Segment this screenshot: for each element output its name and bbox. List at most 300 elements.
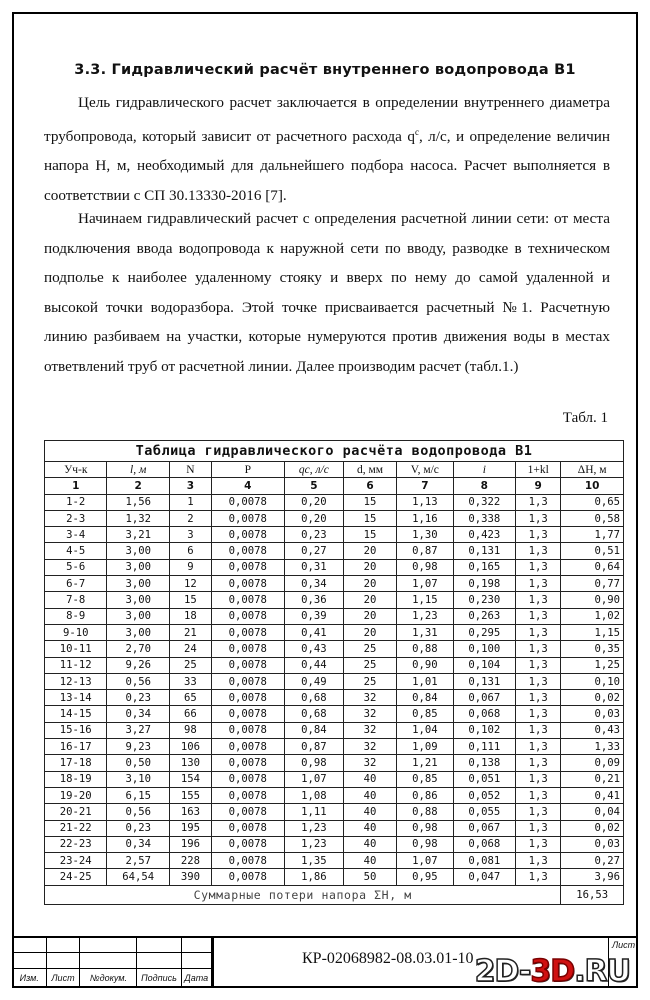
table-cell: 40 [344, 853, 397, 869]
table-cell: 0,068 [453, 706, 515, 722]
table-row [45, 804, 624, 820]
table-cell: 25 [169, 657, 211, 673]
table-cell: 3,00 [107, 624, 169, 640]
table-cell: 0,23 [107, 820, 169, 836]
table-cell: 0,88 [397, 641, 453, 657]
table-cell: 32 [344, 739, 397, 755]
table-cell: 2-3 [45, 510, 107, 526]
table-cell: 10-11 [45, 641, 107, 657]
table-cell: 0,27 [561, 853, 624, 869]
header-cell: N [169, 462, 211, 478]
table-cell: 64,54 [107, 869, 169, 885]
table-cell: 50 [344, 869, 397, 885]
table-cell: 32 [344, 755, 397, 771]
table-cell: 20 [344, 624, 397, 640]
table-cell: 1,3 [516, 641, 561, 657]
table-cell: 1 [169, 494, 211, 510]
table-cell: 1,3 [516, 690, 561, 706]
stamp-label-list: Лист [46, 969, 80, 988]
table-cell: 1,3 [516, 592, 561, 608]
table-cell: 0,87 [284, 739, 343, 755]
sheet-label: Лист [612, 940, 636, 950]
table-cell: 390 [169, 869, 211, 885]
table-cell: 20 [344, 576, 397, 592]
table-cell: 1,31 [397, 624, 453, 640]
table-row [45, 559, 624, 575]
table-cell: 0,111 [453, 739, 515, 755]
header-number: 10 [561, 478, 624, 494]
header-number-row [45, 478, 624, 494]
table-cell: 0,131 [453, 543, 515, 559]
paragraph-1 [44, 88, 610, 210]
table-cell: 0,0078 [211, 787, 284, 803]
section-heading: 3.3. Гидравлический расчёт внутреннего водопровода В1 [74, 62, 576, 78]
table-row [45, 673, 624, 689]
paragraph-2-text: Начинаем гидравлический расчет с определения расчетной линии сети: от места подключения ввода водопровода к наружной сети по вводу, разводке в техническом подполье к наиболее удаленному стояку и вверх по нему до самой удаленной и высокой точки водоразбора. Этой точке присваивается расчетный №1. Расчетную линию разбиваем на участки, которые нумеруются против движения воды в местах ответвлений труб от расчетной линии. Далее производим расчет (табл.1.) [44, 210, 610, 375]
table-cell: 0,0078 [211, 527, 284, 543]
table-cell: 106 [169, 739, 211, 755]
table-cell: 0,338 [453, 510, 515, 526]
table-cell: 0,56 [107, 673, 169, 689]
table-cell: 0,27 [284, 543, 343, 559]
table-cell: 24-25 [45, 869, 107, 885]
table-cell: 1,3 [516, 559, 561, 575]
table-cell: 7-8 [45, 592, 107, 608]
table-cell: 0,90 [397, 657, 453, 673]
table-row [45, 592, 624, 608]
table-cell: 0,98 [284, 755, 343, 771]
table-cell: 40 [344, 787, 397, 803]
table-cell: 0,138 [453, 755, 515, 771]
table-cell: 1,3 [516, 510, 561, 526]
table-cell: 0,10 [561, 673, 624, 689]
table-cell: 1,15 [397, 592, 453, 608]
table-cell: 0,322 [453, 494, 515, 510]
table-cell: 1-2 [45, 494, 107, 510]
table-cell: 1,07 [397, 576, 453, 592]
table-cell: 1,30 [397, 527, 453, 543]
table-row [45, 494, 624, 510]
table-cell: 1,04 [397, 722, 453, 738]
table-cell: 0,85 [397, 706, 453, 722]
table-cell: 0,131 [453, 673, 515, 689]
table-cell: 32 [344, 690, 397, 706]
header-number: 2 [107, 478, 169, 494]
table-cell: 0,34 [107, 706, 169, 722]
table-cell: 3,27 [107, 722, 169, 738]
table-cell: 1,3 [516, 820, 561, 836]
header-row [45, 462, 624, 478]
table-cell: 0,43 [561, 722, 624, 738]
table-cell: 0,0078 [211, 690, 284, 706]
table-cell: 0,03 [561, 706, 624, 722]
table-cell: 0,98 [397, 820, 453, 836]
title-block-grid [12, 936, 212, 988]
table-cell: 1,08 [284, 787, 343, 803]
table-cell: 0,102 [453, 722, 515, 738]
table-cell: 1,01 [397, 673, 453, 689]
table-cell: 0,0078 [211, 706, 284, 722]
table-cell: 15 [344, 527, 397, 543]
table-cell: 6-7 [45, 576, 107, 592]
table-cell: 0,165 [453, 559, 515, 575]
table-row [45, 820, 624, 836]
stamp-label-sign: Подпись [137, 969, 181, 988]
table-cell: 0,77 [561, 576, 624, 592]
table-cell: 0,20 [284, 494, 343, 510]
table-cell: 1,3 [516, 771, 561, 787]
table-cell: 1,3 [516, 706, 561, 722]
table-cell: 1,3 [516, 657, 561, 673]
table-cell: 0,44 [284, 657, 343, 673]
table-cell: 0,04 [561, 804, 624, 820]
table-cell: 9,26 [107, 657, 169, 673]
table-row [45, 510, 624, 526]
table-cell: 1,07 [284, 771, 343, 787]
header-cell: 1+kl [516, 462, 561, 478]
header-cell: P [211, 462, 284, 478]
table-row [45, 739, 624, 755]
table-cell: 1,07 [397, 853, 453, 869]
table-cell: 0,02 [561, 820, 624, 836]
table-cell: 25 [344, 641, 397, 657]
table-cell: 0,90 [561, 592, 624, 608]
sum-row [45, 885, 624, 904]
table-cell: 0,295 [453, 624, 515, 640]
table-cell: 13-14 [45, 690, 107, 706]
table-cell: 1,3 [516, 853, 561, 869]
header-cell: l, м [107, 462, 169, 478]
table-cell: 3,00 [107, 559, 169, 575]
table-cell: 20-21 [45, 804, 107, 820]
table-cell: 1,3 [516, 543, 561, 559]
table-cell: 1,33 [561, 739, 624, 755]
table-cell: 0,98 [397, 836, 453, 852]
table-cell: 0,423 [453, 527, 515, 543]
table-cell: 33 [169, 673, 211, 689]
table-cell: 98 [169, 722, 211, 738]
table-cell: 0,58 [561, 510, 624, 526]
table-cell: 65 [169, 690, 211, 706]
table-cell: 0,20 [284, 510, 343, 526]
table-cell: 0,84 [284, 722, 343, 738]
table-row [45, 641, 624, 657]
table-cell: 0,104 [453, 657, 515, 673]
table-cell: 0,081 [453, 853, 515, 869]
table-cell: 5-6 [45, 559, 107, 575]
table-cell: 0,0078 [211, 673, 284, 689]
table-row [45, 624, 624, 640]
header-number: 8 [453, 478, 515, 494]
table-cell: 1,3 [516, 869, 561, 885]
table-cell: 0,68 [284, 690, 343, 706]
header-number: 6 [344, 478, 397, 494]
table-cell: 40 [344, 771, 397, 787]
table-cell: 32 [344, 722, 397, 738]
table-cell: 3,10 [107, 771, 169, 787]
header-number: 4 [211, 478, 284, 494]
table-cell: 0,31 [284, 559, 343, 575]
table-cell: 0,98 [397, 559, 453, 575]
table-cell: 0,0078 [211, 869, 284, 885]
table-row [45, 706, 624, 722]
table-row [45, 722, 624, 738]
table-cell: 20 [344, 559, 397, 575]
table-cell: 195 [169, 820, 211, 836]
header-cell: ΔH, м [561, 462, 624, 478]
table-cell: 0,0078 [211, 722, 284, 738]
header-number: 1 [45, 478, 107, 494]
table-cell: 0,0078 [211, 641, 284, 657]
table-cell: 1,3 [516, 722, 561, 738]
table-cell: 3,00 [107, 592, 169, 608]
table-cell: 0,49 [284, 673, 343, 689]
header-number: 9 [516, 478, 561, 494]
table-cell: 1,3 [516, 673, 561, 689]
table-cell: 25 [344, 657, 397, 673]
table-cell: 163 [169, 804, 211, 820]
table-cell: 0,50 [107, 755, 169, 771]
table-cell: 1,56 [107, 494, 169, 510]
table-cell: 40 [344, 804, 397, 820]
table-cell: 1,16 [397, 510, 453, 526]
header-number: 5 [284, 478, 343, 494]
table-row [45, 608, 624, 624]
table-title: Таблица гидравлического расчёта водопровода В1 [45, 441, 624, 462]
table-cell: 1,23 [284, 836, 343, 852]
table-cell: 2,70 [107, 641, 169, 657]
table-cell: 0,067 [453, 690, 515, 706]
table-cell: 1,3 [516, 804, 561, 820]
stamp-label-doc: №докум. [80, 969, 137, 988]
stamp-label-izm: Изм. [13, 969, 47, 988]
table-row [45, 869, 624, 885]
table-cell: 0,0078 [211, 657, 284, 673]
table-cell: 0,0078 [211, 624, 284, 640]
table-cell: 14-15 [45, 706, 107, 722]
table-cell: 0,09 [561, 755, 624, 771]
table-cell: 0,0078 [211, 543, 284, 559]
table-cell: 23-24 [45, 853, 107, 869]
table-cell: 3,21 [107, 527, 169, 543]
table-cell: 3,96 [561, 869, 624, 885]
table-cell: 0,100 [453, 641, 515, 657]
table-cell: 15 [344, 494, 397, 510]
table-cell: 1,3 [516, 576, 561, 592]
sum-value: 16,53 [561, 885, 624, 904]
header-cell: i [453, 462, 515, 478]
table-cell: 0,23 [284, 527, 343, 543]
hydraulic-table [44, 440, 624, 905]
table-cell: 0,0078 [211, 755, 284, 771]
table-cell: 0,64 [561, 559, 624, 575]
table-cell: 1,23 [284, 820, 343, 836]
table-cell: 66 [169, 706, 211, 722]
table-cell: 0,88 [397, 804, 453, 820]
table-cell: 1,25 [561, 657, 624, 673]
table-cell: 0,03 [561, 836, 624, 852]
document-code: КР-02068982-08.03.01-10 [302, 950, 474, 967]
table-cell: 0,86 [397, 787, 453, 803]
table-cell: 0,0078 [211, 853, 284, 869]
table-cell: 196 [169, 836, 211, 852]
table-cell: 32 [344, 706, 397, 722]
table-cell: 0,56 [107, 804, 169, 820]
table-row [45, 787, 624, 803]
table-row [45, 543, 624, 559]
table-cell: 40 [344, 836, 397, 852]
table-cell: 228 [169, 853, 211, 869]
table-cell: 3,00 [107, 543, 169, 559]
table-row [45, 771, 624, 787]
table-cell: 25 [344, 673, 397, 689]
table-cell: 0,34 [284, 576, 343, 592]
table-row [45, 690, 624, 706]
table-cell: 0,0078 [211, 739, 284, 755]
table-cell: 18-19 [45, 771, 107, 787]
table-row [45, 853, 624, 869]
table-cell: 1,35 [284, 853, 343, 869]
table-cell: 0,0078 [211, 836, 284, 852]
table-cell: 1,86 [284, 869, 343, 885]
table-cell: 1,3 [516, 527, 561, 543]
table-cell: 0,052 [453, 787, 515, 803]
table-cell: 20 [344, 592, 397, 608]
table-cell: 0,51 [561, 543, 624, 559]
header-number: 3 [169, 478, 211, 494]
table-cell: 18 [169, 608, 211, 624]
table-cell: 1,09 [397, 739, 453, 755]
table-cell: 0,34 [107, 836, 169, 852]
table-cell: 19-20 [45, 787, 107, 803]
table-cell: 11-12 [45, 657, 107, 673]
table-cell: 0,36 [284, 592, 343, 608]
table-cell: 12-13 [45, 673, 107, 689]
paragraph-1-after: , л/с, и определение величин напора Н, м, необходимый для дальнейшего подбора насоса. Расчет выполняется в соответствии с СП 30.13330-2016 [7]. [44, 127, 610, 204]
table-cell: 0,41 [284, 624, 343, 640]
table-cell: 1,23 [397, 608, 453, 624]
table-cell: 1,3 [516, 608, 561, 624]
table-cell: 4-5 [45, 543, 107, 559]
table-cell: 0,0078 [211, 592, 284, 608]
table-cell: 24 [169, 641, 211, 657]
table-cell: 1,3 [516, 624, 561, 640]
watermark-logo: 2D-3D.RU [474, 954, 630, 989]
table-cell: 20 [344, 608, 397, 624]
table-cell: 1,3 [516, 739, 561, 755]
table-cell: 1,3 [516, 836, 561, 852]
header-number: 7 [397, 478, 453, 494]
table-cell: 0,02 [561, 690, 624, 706]
table-cell: 0,84 [397, 690, 453, 706]
table-cell: 3,00 [107, 576, 169, 592]
table-cell: 8-9 [45, 608, 107, 624]
table-cell: 0,047 [453, 869, 515, 885]
table-cell: 6,15 [107, 787, 169, 803]
table-cell: 15-16 [45, 722, 107, 738]
table-cell: 0,41 [561, 787, 624, 803]
table-cell: 15 [344, 510, 397, 526]
table-cell: 2,57 [107, 853, 169, 869]
table-cell: 0,263 [453, 608, 515, 624]
table-cell: 0,0078 [211, 804, 284, 820]
table-cell: 9,23 [107, 739, 169, 755]
table-cell: 0,87 [397, 543, 453, 559]
paragraph-1-before: Цель гидравлического расчет заключается в определении внутреннего диаметра трубопровода, который зависит от расчетного расхода q [44, 94, 610, 145]
paragraph-2 [44, 204, 610, 381]
table-cell: 0,055 [453, 804, 515, 820]
table-cell: 21-22 [45, 820, 107, 836]
table-cell: 20 [344, 543, 397, 559]
table-cell: 0,39 [284, 608, 343, 624]
table-cell: 0,35 [561, 641, 624, 657]
table-cell: 12 [169, 576, 211, 592]
table-cell: 0,0078 [211, 771, 284, 787]
table-cell: 0,230 [453, 592, 515, 608]
table-cell: 0,0078 [211, 510, 284, 526]
table-cell: 1,13 [397, 494, 453, 510]
table-row [45, 836, 624, 852]
table-cell: 9-10 [45, 624, 107, 640]
table-cell: 1,11 [284, 804, 343, 820]
table-cell: 1,15 [561, 624, 624, 640]
header-cell: Уч-к [45, 462, 107, 478]
table-cell: 0,43 [284, 641, 343, 657]
table-cell: 1,3 [516, 494, 561, 510]
table-cell: 130 [169, 755, 211, 771]
table-cell: 0,198 [453, 576, 515, 592]
table-row [45, 527, 624, 543]
table-cell: 1,3 [516, 787, 561, 803]
table-row [45, 576, 624, 592]
table-cell: 15 [169, 592, 211, 608]
table-row [45, 755, 624, 771]
table-cell: 0,23 [107, 690, 169, 706]
table-cell: 2 [169, 510, 211, 526]
stamp-label-date: Дата [181, 969, 211, 988]
table-cell: 3-4 [45, 527, 107, 543]
table-label: Табл. 1 [562, 410, 608, 426]
table-cell: 0,0078 [211, 559, 284, 575]
table-cell: 1,77 [561, 527, 624, 543]
table-cell: 0,65 [561, 494, 624, 510]
header-cell: V, м/с [397, 462, 453, 478]
table-cell: 0,68 [284, 706, 343, 722]
table-cell: 0,21 [561, 771, 624, 787]
table-cell: 0,0078 [211, 576, 284, 592]
table-cell: 154 [169, 771, 211, 787]
table-cell: 0,067 [453, 820, 515, 836]
table-cell: 0,0078 [211, 608, 284, 624]
table-row [45, 657, 624, 673]
table-cell: 40 [344, 820, 397, 836]
table-cell: 0,95 [397, 869, 453, 885]
table-cell: 0,85 [397, 771, 453, 787]
header-cell: qc, л/с [284, 462, 343, 478]
table-cell: 0,051 [453, 771, 515, 787]
table-cell: 3 [169, 527, 211, 543]
table-cell: 9 [169, 559, 211, 575]
table-cell: 0,0078 [211, 820, 284, 836]
table-cell: 16-17 [45, 739, 107, 755]
table-cell: 3,00 [107, 608, 169, 624]
table-cell: 0,068 [453, 836, 515, 852]
sum-label: Суммарные потери напора ΣH, м [45, 885, 561, 904]
table-cell: 21 [169, 624, 211, 640]
table-cell: 1,02 [561, 608, 624, 624]
table-cell: 155 [169, 787, 211, 803]
table-cell: 1,32 [107, 510, 169, 526]
